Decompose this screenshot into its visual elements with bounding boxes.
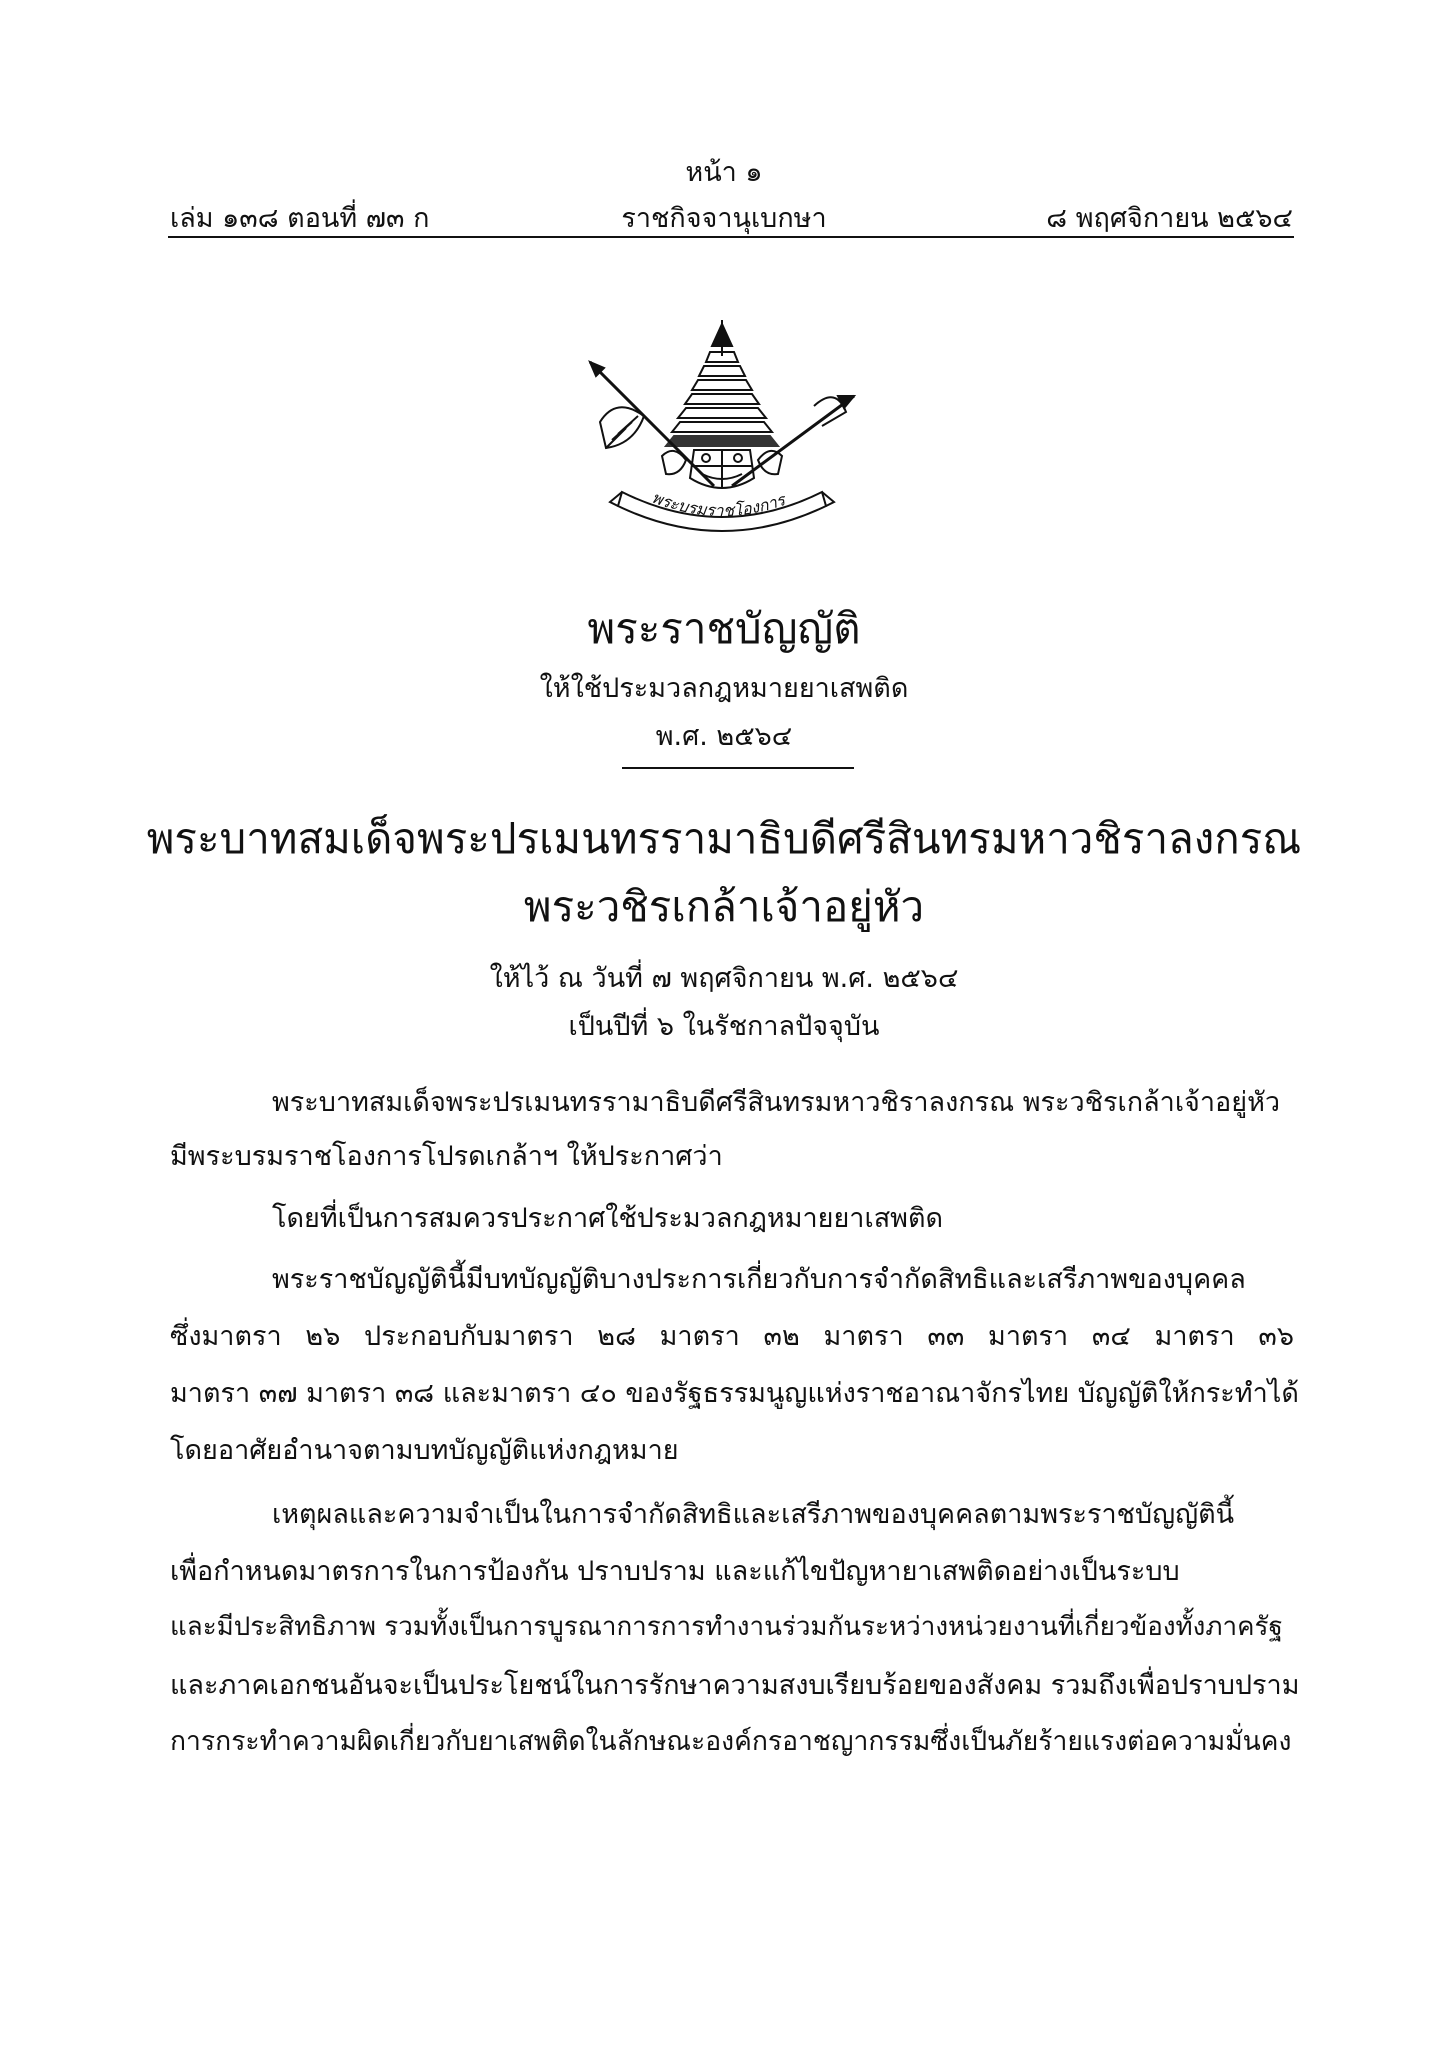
- page-number: หน้า ๑: [685, 157, 763, 188]
- body-line: มาตรา ๓๗ มาตรา ๓๘ และมาตรา ๔๐ ของรัฐธรรมนูญแห่งราชอาณาจักรไทย บัญญัติให้กระทำได้: [170, 1378, 1299, 1409]
- king-name-line-1: พระบาทสมเด็จพระปรเมนทรรามาธิบดีศรีสินทรมหาวชิราลงกรณ: [146, 814, 1302, 863]
- publication-date: ๘ พฤศจิกายน ๒๕๖๔: [1046, 203, 1293, 234]
- body-line: และมีประสิทธิภาพ รวมทั้งเป็นการบูรณาการการทำงานร่วมกันระหว่างหน่วยงานที่เกี่ยวข้องทั้งภาครัฐ: [170, 1612, 1283, 1642]
- body-line: เพื่อกำหนดมาตรการในการป้องกัน ปราบปราม และแก้ไขปัญหายาเสพติดอย่างเป็นระบบ: [170, 1556, 1180, 1587]
- act-subtitle: ให้ใช้ประมวลกฎหมายยาเสพติด: [539, 673, 909, 704]
- title-rule: [622, 767, 854, 769]
- given-date: ให้ไว้ ณ วันที่ ๗ พฤศจิกายน พ.ศ. ๒๕๖๔: [489, 963, 959, 994]
- body-line: พระบาทสมเด็จพระปรเมนทรรามาธิบดีศรีสินทรมหาวชิราลงกรณ พระวชิรเกล้าเจ้าอยู่หัว: [272, 1087, 1281, 1118]
- body-line: เหตุผลและความจำเป็นในการจำกัดสิทธิและเสรีภาพของบุคคลตามพระราชบัญญัตินี้: [272, 1499, 1235, 1530]
- svg-text:พระบรมราชโองการ: พระบรมราชโองการ: [649, 487, 788, 521]
- body-line: การกระทำความผิดเกี่ยวกับยาเสพติดในลักษณะองค์กรอาชญากรรมซึ่งเป็นภัยร้ายแรงต่อความมั่นคง: [170, 1726, 1292, 1757]
- body-line: ซึ่งมาตรา ๒๖ ประกอบกับมาตรา ๒๘ มาตรา ๓๒ มาตรา ๓๓ มาตรา ๓๔ มาตรา ๓๖: [170, 1321, 1294, 1352]
- gazette-name: ราชกิจจานุเบกษา: [621, 203, 827, 234]
- body-line: มีพระบรมราชโองการโปรดเกล้าฯ ให้ประกาศว่า: [170, 1141, 723, 1172]
- body-line: โดยอาศัยอำนาจตามบทบัญญัติแห่งกฎหมาย: [170, 1435, 679, 1466]
- royal-emblem-icon: [582, 316, 862, 546]
- act-title: พระราชบัญญัติ: [587, 604, 861, 653]
- act-year: พ.ศ. ๒๕๖๔: [655, 721, 793, 752]
- reign-year: เป็นปีที่ ๖ ในรัชกาลปัจจุบัน: [568, 1011, 880, 1042]
- header-rule: [168, 236, 1294, 238]
- body-line: พระราชบัญญัตินี้มีบทบัญญัติบางประการเกี่ยวกับการจำกัดสิทธิและเสรีภาพของบุคคล: [272, 1264, 1246, 1295]
- volume-issue: เล่ม ๑๓๘ ตอนที่ ๗๓ ก: [170, 203, 430, 234]
- body-line: โดยที่เป็นการสมควรประกาศใช้ประมวลกฎหมายยาเสพติด: [272, 1203, 944, 1234]
- body-line: และภาคเอกชนอันจะเป็นประโยชน์ในการรักษาความสงบเรียบร้อยของสังคม รวมถึงเพื่อปราบปราม: [170, 1670, 1300, 1701]
- king-name-line-2: พระวชิรเกล้าเจ้าอยู่หัว: [523, 882, 925, 931]
